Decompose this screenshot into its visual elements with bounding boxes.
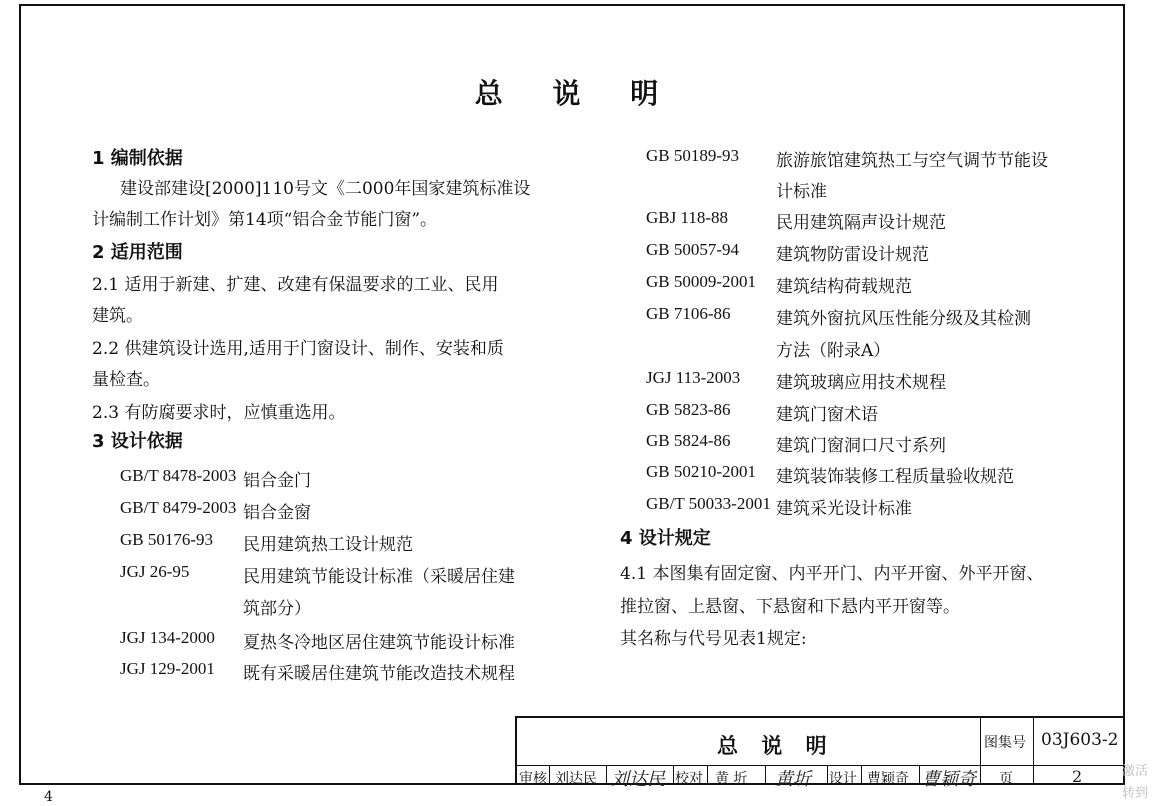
standard-name: 建筑物防雷设计规范 [776, 245, 929, 265]
standard-name: 建筑结构荷载规范 [776, 277, 912, 297]
standard-name: 民用建筑隔声设计规范 [776, 213, 946, 233]
designer-signature: 曹颖奇 [922, 769, 976, 790]
title-block-divider [549, 765, 550, 785]
section-1-heading: 1 编制依据 [92, 148, 183, 169]
section-4-1-text: 其名称与代号见表1规定: [620, 629, 807, 649]
designer-name: 曹颖奇 [867, 771, 909, 787]
section-2-heading: 2 适用范围 [92, 242, 183, 263]
section-2-3-text: 2.3 有防腐要求时，应慎重选用。 [92, 403, 346, 423]
standard-code: GBJ 118-88 [646, 208, 729, 227]
watermark-text: 转到 [1122, 786, 1149, 801]
standard-name: 铝合金窗 [243, 503, 311, 523]
reviewer-name: 刘达民 [555, 771, 597, 787]
section-2-2-text: 2.2 供建筑设计选用,适用于门窗设计、制作、安装和质 [92, 339, 504, 359]
standard-name: 夏热冬冷地区居住建筑节能设计标准 [243, 633, 515, 653]
section-2-2-text: 量检查。 [92, 370, 160, 390]
page-number: 2 [1072, 767, 1083, 786]
standard-code: GB 50009-2001 [646, 272, 757, 291]
title-block-divider [827, 765, 828, 785]
standard-code: JGJ 129-2001 [120, 659, 215, 678]
standard-code: GB/T 8478-2003 [120, 466, 237, 485]
check-label: 校对 [675, 771, 703, 787]
standard-code: GB/T 8479-2003 [120, 498, 237, 517]
standard-name: 旅游旅馆建筑热工与空气调节节能设 [776, 151, 1048, 171]
section-1-text: 建设部建设[2000]110号文《二000年国家建筑标准设 [120, 179, 531, 199]
standard-name: 建筑外窗抗风压性能分级及其检测 [776, 309, 1031, 329]
standard-code: GB 5823-86 [646, 400, 731, 419]
standard-name: 民用建筑节能设计标准（采暖居住建 [243, 567, 515, 587]
standard-code: GB 5824-86 [646, 431, 731, 450]
section-1-text: 计编制工作计划》第14项“铝合金节能门窗”。 [92, 210, 438, 230]
standard-name-cont: 计标准 [776, 182, 827, 202]
sheet-title: 总 说 明 [717, 734, 835, 758]
section-4-1-text: 推拉窗、上悬窗、下悬窗和下悬内平开窗等。 [620, 597, 960, 617]
standard-name: 建筑玻璃应用技术规程 [776, 373, 946, 393]
title-block-divider [919, 765, 920, 785]
atlas-number: 03J603-2 [1041, 730, 1119, 750]
standard-name-cont: 筑部分） [243, 599, 311, 619]
standard-name-cont: 方法（附录A） [776, 341, 891, 361]
review-label: 审核 [519, 771, 547, 787]
atlas-number-label: 图集号 [984, 735, 1026, 751]
section-3-heading: 3 设计依据 [92, 431, 183, 452]
checker-signature: 黄圻 [775, 769, 811, 790]
standard-code: JGJ 26-95 [120, 562, 190, 581]
standard-name: 建筑门窗洞口尺寸系列 [776, 436, 946, 456]
standard-name: 建筑装饰装修工程质量验收规范 [776, 467, 1014, 487]
standard-code: JGJ 134-2000 [120, 628, 215, 647]
title-block-divider [861, 765, 862, 785]
standard-code: GB 50210-2001 [646, 462, 757, 481]
standard-code: GB 7106-86 [646, 304, 731, 323]
reviewer-signature: 刘达民 [611, 769, 665, 790]
sheet-page-number: 4 [44, 789, 53, 805]
standard-name: 建筑采光设计标准 [776, 499, 912, 519]
title-block-divider [980, 718, 981, 785]
title-block-divider [606, 765, 607, 785]
page-title: 总 说 明 [474, 77, 679, 110]
title-block-divider [1033, 718, 1034, 785]
standard-name: 既有采暖居住建筑节能改造技术规程 [243, 664, 515, 684]
standard-code: GB/T 50033-2001 [646, 494, 771, 513]
page-label: 页 [999, 771, 1013, 787]
section-4-1-text: 4.1 本图集有固定窗、内平开门、内平开窗、外平开窗、 [620, 564, 1044, 584]
design-label: 设计 [829, 771, 857, 787]
section-4-heading: 4 设计规定 [620, 528, 711, 549]
standard-name: 建筑门窗术语 [776, 405, 878, 425]
title-block-divider [673, 765, 674, 785]
watermark-text: 激活 [1122, 764, 1149, 779]
standard-code: GB 50189-93 [646, 146, 740, 165]
standard-code: JGJ 113-2003 [646, 368, 741, 387]
checker-name: 黄 圻 [715, 771, 748, 787]
standard-code: GB 50057-94 [646, 240, 740, 259]
standard-name: 民用建筑热工设计规范 [243, 535, 413, 555]
title-block [515, 716, 1125, 790]
standard-name: 铝合金门 [243, 471, 311, 491]
title-block-divider [765, 765, 766, 785]
standard-code: GB 50176-93 [120, 530, 214, 549]
title-block-divider [707, 765, 708, 785]
section-2-1-text: 2.1 适用于新建、扩建、改建有保温要求的工业、民用 [92, 275, 499, 295]
section-2-1-text: 建筑。 [92, 306, 143, 326]
